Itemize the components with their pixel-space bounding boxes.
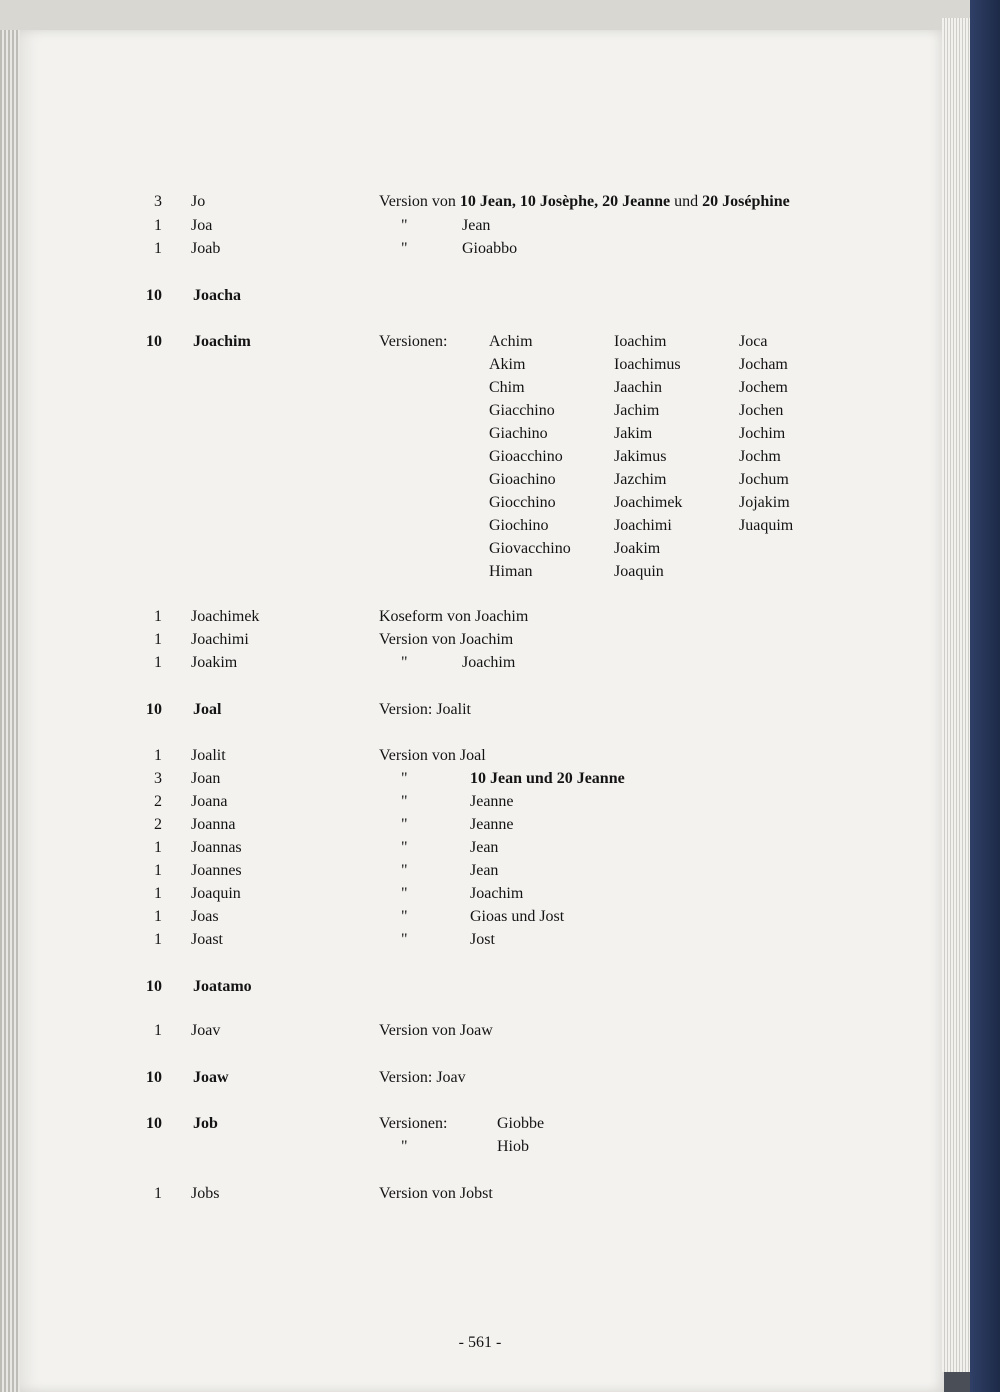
entry-description: Versionen: bbox=[379, 333, 448, 350]
entry-row bbox=[0, 1112, 940, 1136]
joachim-version: Jojakim bbox=[739, 494, 790, 511]
entry-name: Jobs bbox=[191, 1185, 220, 1202]
entry-row bbox=[0, 744, 940, 768]
entry-name: Joachim bbox=[193, 333, 251, 350]
entry-row bbox=[0, 1135, 940, 1159]
entry-row bbox=[0, 813, 940, 837]
description-part: 10 Jean, 10 Josèphe, 20 Jeanne bbox=[459, 193, 671, 210]
ditto-mark: " bbox=[401, 839, 408, 856]
entry-name: Joachimek bbox=[191, 608, 260, 625]
joachim-version: Giacchino bbox=[489, 402, 555, 419]
description-part: Version von bbox=[379, 193, 460, 210]
joachim-version: Akim bbox=[489, 356, 526, 373]
entry-name: Joana bbox=[191, 793, 228, 810]
entry-count: 10 bbox=[146, 333, 162, 350]
entry-description: Versionen: bbox=[379, 1115, 448, 1132]
entry-count: 2 bbox=[154, 793, 162, 810]
entry-value: Jean bbox=[462, 217, 491, 234]
entry-name: Joakim bbox=[191, 654, 238, 671]
entry-row bbox=[0, 628, 940, 652]
entry-row bbox=[0, 651, 940, 675]
entry-count: 1 bbox=[154, 217, 162, 234]
entry-value: Jean bbox=[470, 862, 499, 879]
joachim-version: Himan bbox=[489, 563, 533, 580]
joachim-version: Ioachimus bbox=[614, 356, 681, 373]
entry-name: Joacha bbox=[193, 287, 241, 304]
entry-count: 1 bbox=[154, 1185, 162, 1202]
entry-row bbox=[0, 928, 940, 952]
joachim-version: Jochim bbox=[739, 425, 786, 442]
entry-count: 1 bbox=[154, 747, 162, 764]
entry-value: Hiob bbox=[497, 1138, 529, 1155]
entry-value: Joachim bbox=[462, 654, 516, 671]
joachim-version: Giocchino bbox=[489, 494, 556, 511]
entry-count: 1 bbox=[154, 608, 162, 625]
entry-name: Joab bbox=[191, 240, 221, 257]
right-page-edges bbox=[942, 18, 972, 1372]
entry-name: Joas bbox=[191, 908, 219, 925]
entry-value: Jost bbox=[470, 931, 495, 948]
joachim-version: Giochino bbox=[489, 517, 549, 534]
entry-name: Joannas bbox=[191, 839, 242, 856]
entry-count: 10 bbox=[146, 1069, 162, 1086]
entry-value: Jeanne bbox=[470, 816, 514, 833]
entry-count: 1 bbox=[154, 862, 162, 879]
entry-description: Version: Joalit bbox=[379, 701, 471, 718]
entry-row bbox=[0, 330, 940, 354]
entry-description: Version von Joal bbox=[379, 747, 486, 764]
entry-count: 10 bbox=[146, 701, 162, 718]
joachim-version: Jakim bbox=[614, 425, 653, 442]
entry-name: Jo bbox=[191, 193, 206, 210]
entry-row bbox=[0, 767, 940, 791]
entry-value: Gioabbo bbox=[462, 240, 518, 257]
entry-count: 1 bbox=[154, 839, 162, 856]
entry-count: 1 bbox=[154, 240, 162, 257]
book-cover-right bbox=[970, 0, 1000, 1392]
entry-count: 3 bbox=[154, 193, 162, 210]
entry-name: Joal bbox=[193, 701, 222, 718]
entry-name: Joa bbox=[191, 217, 213, 234]
ditto-mark: " bbox=[401, 217, 408, 234]
joachim-version: Giovacchino bbox=[489, 540, 571, 557]
entry-row bbox=[0, 190, 940, 214]
entry-name: Joast bbox=[191, 931, 223, 948]
joachim-version: Giachino bbox=[489, 425, 548, 442]
joachim-version: Jakimus bbox=[614, 448, 667, 465]
entry-value: Jean bbox=[470, 839, 499, 856]
ditto-mark: " bbox=[401, 1138, 408, 1155]
entry-name: Joan bbox=[191, 770, 221, 787]
entry-name: Joachimi bbox=[191, 631, 249, 648]
entry-value: Gioas und Jost bbox=[470, 908, 565, 925]
entry-row bbox=[0, 882, 940, 906]
entry-count: 10 bbox=[146, 978, 162, 995]
joachim-version: Jachim bbox=[614, 402, 660, 419]
entry-row bbox=[0, 859, 940, 883]
entry-name: Job bbox=[193, 1115, 218, 1132]
ditto-mark: " bbox=[401, 654, 408, 671]
page-number: - 561 - bbox=[458, 1334, 502, 1351]
ditto-mark: " bbox=[401, 240, 408, 257]
ditto-mark: " bbox=[401, 770, 408, 787]
entry-count: 10 bbox=[146, 287, 162, 304]
entry-row bbox=[0, 214, 940, 238]
entry-description: Version von Joachim bbox=[379, 631, 514, 648]
entry-row bbox=[0, 1066, 940, 1090]
entry-count: 1 bbox=[154, 931, 162, 948]
entry-row bbox=[0, 284, 940, 308]
entry-count: 1 bbox=[154, 885, 162, 902]
entry-count: 10 bbox=[146, 1115, 162, 1132]
joachim-version: Gioachino bbox=[489, 471, 556, 488]
joachim-version: Joachimi bbox=[614, 517, 672, 534]
entry-name: Joatamo bbox=[193, 978, 252, 995]
entry-value: Giobbe bbox=[497, 1115, 545, 1132]
joachim-version: Gioacchino bbox=[489, 448, 563, 465]
entry-name: Joaquin bbox=[191, 885, 241, 902]
entry-count: 1 bbox=[154, 631, 162, 648]
joachim-version: Jochum bbox=[739, 471, 789, 488]
entry-value: 10 Jean und 20 Jeanne bbox=[470, 770, 625, 787]
entry-row bbox=[0, 237, 940, 261]
joachim-version: Joachimek bbox=[614, 494, 683, 511]
ditto-mark: " bbox=[401, 885, 408, 902]
entry-value: Jeanne bbox=[470, 793, 514, 810]
entry-row bbox=[0, 605, 940, 629]
entry-row bbox=[0, 1019, 940, 1043]
entry-name: Joalit bbox=[191, 747, 226, 764]
joachim-version: Juaquim bbox=[739, 517, 794, 534]
ditto-mark: " bbox=[401, 908, 408, 925]
entry-row bbox=[0, 698, 940, 722]
entry-row bbox=[0, 975, 940, 999]
entry-count: 1 bbox=[154, 654, 162, 671]
entry-row bbox=[0, 1182, 940, 1206]
ditto-mark: " bbox=[401, 793, 408, 810]
joachim-version: Jochem bbox=[739, 379, 788, 396]
entry-name: Joav bbox=[191, 1022, 221, 1039]
entry-row bbox=[0, 836, 940, 860]
joachim-version: Jaachin bbox=[614, 379, 662, 396]
entry-description: Koseform von Joachim bbox=[379, 608, 529, 625]
description-part: 20 Joséphine bbox=[702, 193, 790, 210]
entry-description: Version von Joaw bbox=[379, 1022, 493, 1039]
entry-count: 3 bbox=[154, 770, 162, 787]
joachim-version: Joaquin bbox=[614, 563, 664, 580]
joachim-version: Ioachim bbox=[614, 333, 667, 350]
entry-count: 1 bbox=[154, 908, 162, 925]
entry-description bbox=[379, 190, 790, 214]
entry-name: Joanna bbox=[191, 816, 236, 833]
joachim-version: Jochm bbox=[739, 448, 781, 465]
ditto-mark: " bbox=[401, 931, 408, 948]
joachim-version: Jochen bbox=[739, 402, 784, 419]
entry-row bbox=[0, 790, 940, 814]
entry-name: Joaw bbox=[193, 1069, 229, 1086]
entry-description: Version von Jobst bbox=[379, 1185, 493, 1202]
entry-count: 2 bbox=[154, 816, 162, 833]
entry-name: Joannes bbox=[191, 862, 242, 879]
joachim-version: Joca bbox=[739, 333, 768, 350]
entry-count: 1 bbox=[154, 1022, 162, 1039]
joachim-version: Joakim bbox=[614, 540, 661, 557]
description-part: und bbox=[670, 193, 703, 210]
joachim-version: Chim bbox=[489, 379, 525, 396]
entry-description: Version: Joav bbox=[379, 1069, 466, 1086]
joachim-version: Jazchim bbox=[614, 471, 667, 488]
joachim-version: Achim bbox=[489, 333, 533, 350]
entry-value: Joachim bbox=[470, 885, 524, 902]
ditto-mark: " bbox=[401, 816, 408, 833]
joachim-version: Jocham bbox=[739, 356, 788, 373]
entry-row bbox=[0, 905, 940, 929]
ditto-mark: " bbox=[401, 862, 408, 879]
